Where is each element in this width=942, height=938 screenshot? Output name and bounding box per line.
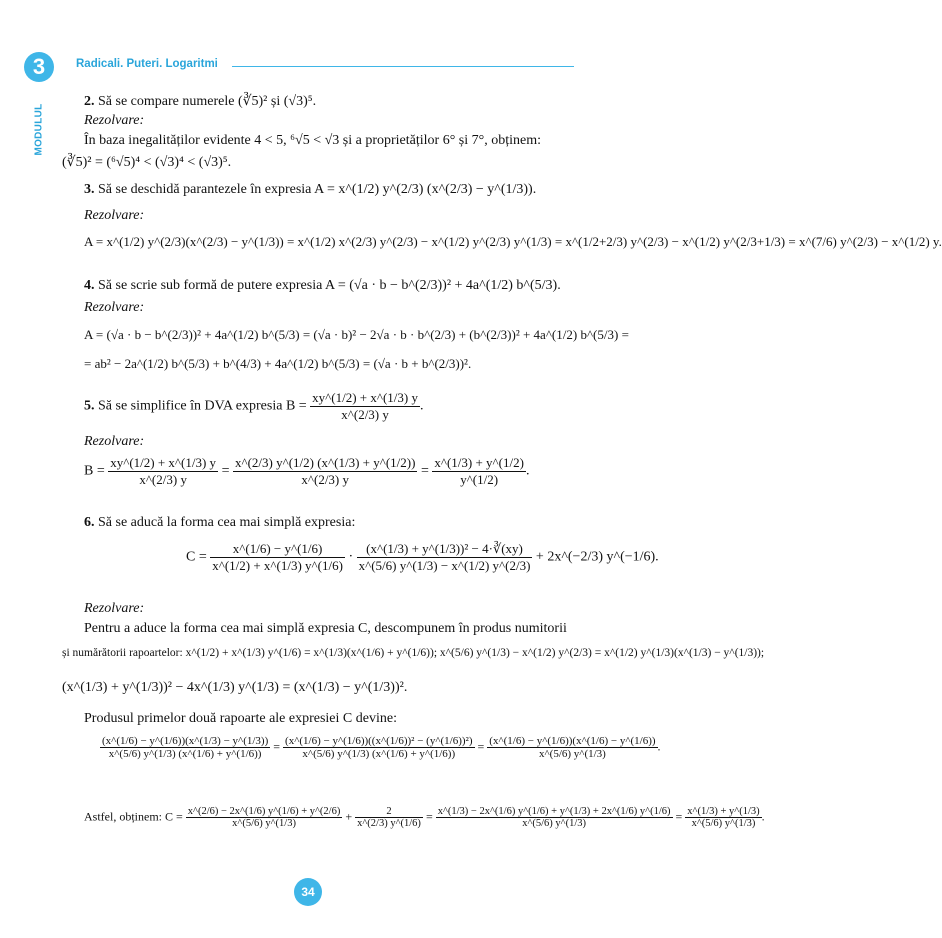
ex5-expression-fraction: $\frac{xy\^{}(1/2) + x\^{}(1/3) y}{x\^{}(2/3) y}$ <box>312 390 418 422</box>
ex4-solution-line1: A = (√a · b − b^(2/3))² + 4a^(1/2) b^(5/3) = (√a · b)² − 2√a · b · b^(2/3) + (b^(2/3))² + 4a^(1/2) b^(5/3) = <box>84 327 629 342</box>
ex6-solution-p4: Produsul primelor două rapoarte ale expresiei C devine: <box>84 711 397 726</box>
ex4-solution-label: Rezolvare: <box>84 300 145 315</box>
ex6-final-result: Astfel, obținem: C = $\frac{x\^{}(2/6) - 2x\^{}(1/6) y\^{}(1/6) + y\^{}(2/6)}{x\^{}(5/6) y\^{}(1/3)}$ + $\frac{2}{x\^{}(2/3) y\^{}(1/6)}$ = $\frac{x\^{}(1/3) - 2x\^{}(1/6) y\^{}(1/6) + y\^{}(1/3) + 2x\^{}(1/6) y\^{}(1/6)}{x\^{}(5/6) y\^{}(1/3)}$ = $\frac{x\^{}(1/3) + y\^{}(1/3)}{x\^{}(5/6) y\^{}(1/3)}$ . <box>84 806 765 829</box>
ex6-solution-label: Rezolvare: <box>84 601 145 616</box>
ex2-solution-line1: În baza inegalităților evidente 4 < 5, ⁶√5 < √3 și a proprietăților 6° și 7°, obținem: <box>84 133 542 148</box>
ex6-statement: 6. Să se aducă la forma cea mai simplă expresia: <box>84 515 356 530</box>
page-number: 34 <box>294 878 322 906</box>
ex3-solution-line1: A = x^(1/2) y^(2/3)(x^(2/3) − y^(1/3)) = x^(1/2) x^(2/3) y^(2/3) − x^(1/2) y^(2/3) y^(1/3) = x^(1/2+2/3) y^(2/3) − x^(1/2) y^(2/3+1/3) = x^(7/6) y^(2/3) − x^(1/2) y. <box>84 234 942 249</box>
ex6-solution-p3: (x^(1/3) + y^(1/3))² − 4x^(1/3) y^(1/3) = (x^(1/3) − y^(1/3))². <box>62 680 408 695</box>
ex5-solution-label: Rezolvare: <box>84 434 145 449</box>
ex2-solution-label: Rezolvare: <box>84 113 145 128</box>
chapter-title: Radicali. Puteri. Logaritmi <box>76 58 218 70</box>
ex5-statement: 5. Să se simplifice în DVA expresia B = $\frac{xy\^{}(1/2) + x\^{}(1/3) y}{x\^{}(2/3) y}$ . <box>84 390 424 422</box>
ex5-solution-chain: B = $\frac{xy\^{}(1/2) + x\^{}(1/3) y}{x\^{}(2/3) y}$ = $\frac{x\^{}(2/3) y\^{}(1/2) (x\^{}(1/3) + y\^{}(1/2))}{x\^{}(2/3) y}$ = $\frac{x\^{}(1/3) + y\^{}(1/2)}{y\^{}(1/2)}$ . <box>84 455 530 487</box>
ex6-expression-C: C = $\frac{x\^{}(1/6) - y\^{}(1/6)}{x\^{}(1/2) + x\^{}(1/3) y\^{}(1/6)}$ · $\frac{\text{(x\textasciicircum{}(1/3) + y\textasciicircum{}(1/3))² − 4·∛(xy)}}{x\^{}(5/6) y\^{}(1/3) - x\^{}(1/2) y\^{}(2/3)}$ + 2x^(−2/3) y^(−1/6). <box>186 541 659 573</box>
ex2-statement: 2. Să se compare numerele (∛5)² și (√3)⁵. <box>84 94 317 109</box>
ex3-statement: 3. Să se deschidă parantezele în expresia A = x^(1/2) y^(2/3) (x^(2/3) − y^(1/3)). <box>84 182 537 197</box>
ex6-solution-p1: Pentru a aduce la forma cea mai simplă expresia C, descompunem în produs numitorii <box>84 621 567 636</box>
ex3-solution-label: Rezolvare: <box>84 208 145 223</box>
module-number-badge: 3 <box>24 52 54 82</box>
ex4-statement: 4. Să se scrie sub formă de putere expresia A = (√a · b − b^(2/3))² + 4a^(1/2) b^(5/3). <box>84 278 561 293</box>
ex6-product-chain: $\frac{(x\^{}(1/6) - y\^{}(1/6))(x\^{}(1/3) - y\^{}(1/3))}{x\^{}(5/6) y\^{}(1/3) (x\^{}(1/6) + y\^{}(1/6))}$ = $\frac{\text{(x\textasciicircum{}(1/6) − y\textasciicircum{}(1/6))((x\textasciicircum{}(1/6))² − (y\textasciicircum{}(1/6))²)}}{x\^{}(5/6) y\^{}(1/3) (x\^{}(1/6) + y\^{}(1/6))}$ = $\frac{(x\^{}(1/6) - y\^{}(1/6))(x\^{}(1/6) - y\^{}(1/6))}{x\^{}(5/6) y\^{}(1/3)}$ . <box>102 735 661 760</box>
header-divider <box>232 66 574 67</box>
ex2-solution-line2: (∛5)² = (⁶√5)⁴ < (√3)⁴ < (√3)⁵. <box>62 155 232 170</box>
ex6-solution-p2: și numărătorii rapoartelor: x^(1/2) + x^(1/3) y^(1/6) = x^(1/3)(x^(1/6) + y^(1/6)); x^(5/6) y^(1/3) − x^(1/2) y^(2/3) = x^(1/2) y^(1/3)(x^(1/3) − y^(1/3)); <box>62 647 765 659</box>
ex4-solution-line2: = ab² − 2a^(1/2) b^(5/3) + b^(4/3) + 4a^(1/2) b^(5/3) = (√a · b + b^(2/3))². <box>84 356 472 371</box>
module-side-label: MODULUL <box>33 103 45 156</box>
